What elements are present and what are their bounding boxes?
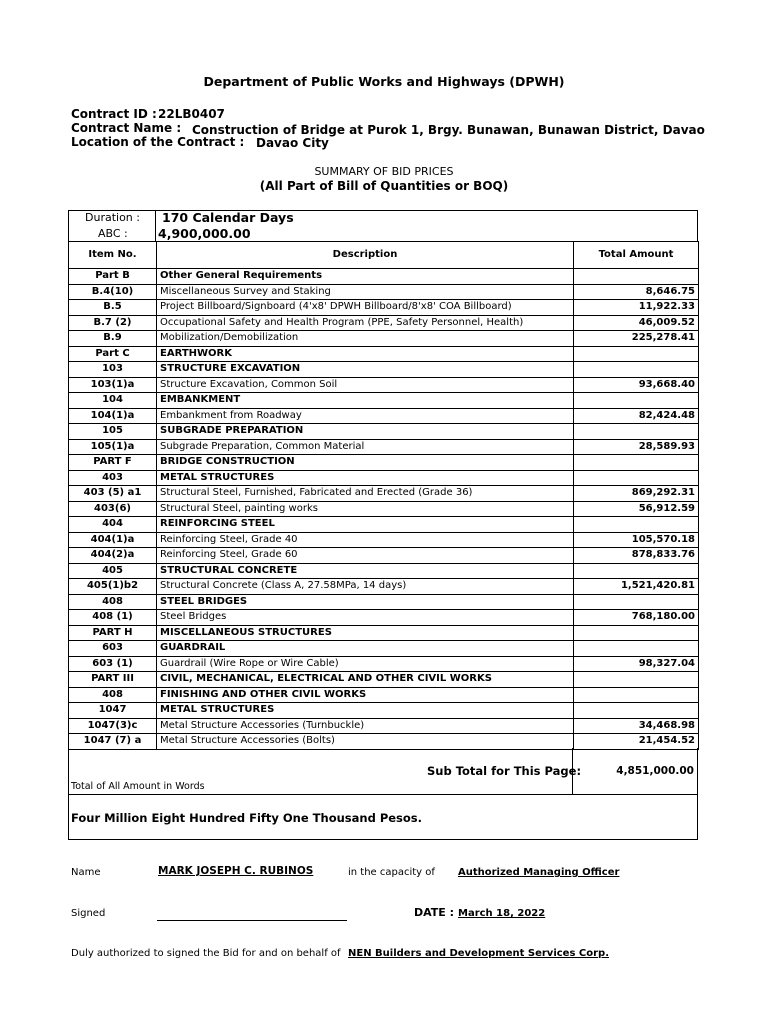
item-number: 405(1)b2 — [69, 579, 157, 595]
item-amount — [574, 269, 699, 285]
subtotal-divider — [68, 794, 573, 795]
item-number: B.7 (2) — [69, 315, 157, 331]
item-amount: 225,278.41 — [574, 331, 699, 347]
words-label: Total of All Amount in Words — [71, 781, 205, 792]
item-amount — [574, 362, 699, 378]
table-row — [69, 315, 699, 331]
item-number: 105 — [69, 424, 157, 440]
item-amount — [574, 470, 699, 486]
amount-in-words: Four Million Eight Hundred Fifty One Thousand Pesos. — [71, 811, 423, 825]
duration-label: Duration : — [85, 211, 140, 224]
item-number: 1047 (7) a — [69, 734, 157, 750]
table-row — [69, 424, 699, 440]
signature-line — [157, 920, 347, 921]
item-description: Miscellaneous Survey and Staking — [157, 284, 574, 300]
item-description: GUARDRAIL — [157, 641, 574, 657]
table-row — [69, 331, 699, 347]
table-row — [69, 470, 699, 486]
signer-name: MARK JOSEPH C. RUBINOS — [158, 865, 314, 877]
table-row — [69, 362, 699, 378]
item-amount: 34,468.98 — [574, 718, 699, 734]
item-description: Project Billboard/Signboard (4'x8' DPWH Billboard/8'x8' COA Billboard) — [157, 300, 574, 316]
table-row — [69, 393, 699, 409]
item-description: Structural Steel, Furnished, Fabricated and Erected (Grade 36) — [157, 486, 574, 502]
item-description: REINFORCING STEEL — [157, 517, 574, 533]
table-row — [69, 346, 699, 362]
item-number: PART F — [69, 455, 157, 471]
item-description: Embankment from Roadway — [157, 408, 574, 424]
date-label: DATE : — [414, 906, 455, 919]
item-number: 603 (1) — [69, 656, 157, 672]
table-row — [69, 269, 699, 285]
item-number: 1047(3)c — [69, 718, 157, 734]
location: Davao City — [256, 136, 329, 150]
table-row — [69, 687, 699, 703]
item-amount — [574, 563, 699, 579]
item-description: EARTHWORK — [157, 346, 574, 362]
table-row — [69, 455, 699, 471]
item-amount — [574, 424, 699, 440]
contract-id-label: Contract ID : — [71, 107, 157, 121]
col-item-header: Item No. — [69, 242, 157, 269]
item-amount: 28,589.93 — [574, 439, 699, 455]
table-row — [69, 517, 699, 533]
table-row — [69, 734, 699, 750]
signer-capacity: Authorized Managing Officer — [458, 867, 620, 878]
table-row — [69, 300, 699, 316]
capacity-label: in the capacity of — [348, 867, 435, 878]
item-number: 408 — [69, 594, 157, 610]
item-description: METAL STRUCTURES — [157, 470, 574, 486]
item-amount: 8,646.75 — [574, 284, 699, 300]
item-description: Mobilization/Demobilization — [157, 331, 574, 347]
item-number: 408 (1) — [69, 610, 157, 626]
item-amount — [574, 517, 699, 533]
item-number: B.9 — [69, 331, 157, 347]
table-row — [69, 408, 699, 424]
item-description: Metal Structure Accessories (Bolts) — [157, 734, 574, 750]
item-number: 603 — [69, 641, 157, 657]
item-number: 104 — [69, 393, 157, 409]
table-row — [69, 532, 699, 548]
item-number: B.5 — [69, 300, 157, 316]
item-number: B.4(10) — [69, 284, 157, 300]
table-row — [69, 610, 699, 626]
item-number: 105(1)a — [69, 439, 157, 455]
table-row — [69, 672, 699, 688]
item-description: Reinforcing Steel, Grade 60 — [157, 548, 574, 564]
item-amount: 878,833.76 — [574, 548, 699, 564]
item-number: 408 — [69, 687, 157, 703]
item-description: STRUCTURAL CONCRETE — [157, 563, 574, 579]
item-amount: 46,009.52 — [574, 315, 699, 331]
item-amount — [574, 346, 699, 362]
table-header-row — [69, 242, 699, 269]
behalf-label: Duly authorized to signed the Bid for and on behalf of — [71, 948, 341, 959]
item-number: 103(1)a — [69, 377, 157, 393]
col-desc-header: Description — [157, 242, 574, 269]
contract-name: Construction of Bridge at Purok 1, Brgy. Bunawan, Bunawan District, Davao — [192, 123, 705, 137]
summary-title: SUMMARY OF BID PRICES — [314, 165, 454, 178]
table-row — [69, 579, 699, 595]
item-amount: 56,912.59 — [574, 501, 699, 517]
item-description: Structural Steel, painting works — [157, 501, 574, 517]
item-amount — [574, 641, 699, 657]
company-name: NEN Builders and Development Services Corp. — [348, 948, 609, 959]
abc-label: ABC : — [98, 227, 128, 240]
table-row — [69, 439, 699, 455]
item-description: Structure Excavation, Common Soil — [157, 377, 574, 393]
item-amount — [574, 687, 699, 703]
item-amount — [574, 455, 699, 471]
table-row — [69, 377, 699, 393]
item-number: Part B — [69, 269, 157, 285]
item-description: STEEL BRIDGES — [157, 594, 574, 610]
item-number: 404(1)a — [69, 532, 157, 548]
item-number: 403(6) — [69, 501, 157, 517]
item-number: 404 — [69, 517, 157, 533]
signed-date: March 18, 2022 — [458, 908, 546, 919]
name-label: Name — [71, 867, 101, 878]
item-amount — [574, 703, 699, 719]
item-description: METAL STRUCTURES — [157, 703, 574, 719]
item-description: Guardrail (Wire Rope or Wire Cable) — [157, 656, 574, 672]
duration-value: 170 Calendar Days — [162, 210, 294, 225]
item-number: 103 — [69, 362, 157, 378]
item-description: Reinforcing Steel, Grade 40 — [157, 532, 574, 548]
location-label: Location of the Contract : — [71, 135, 245, 149]
item-amount: 11,922.33 — [574, 300, 699, 316]
subtotal-label: Sub Total for This Page: — [427, 764, 582, 778]
col-amount-header: Total Amount — [574, 242, 699, 269]
item-description: Occupational Safety and Health Program (PPE, Safety Personnel, Health) — [157, 315, 574, 331]
item-description: Steel Bridges — [157, 610, 574, 626]
table-row — [69, 656, 699, 672]
table-row — [69, 563, 699, 579]
item-description: SUBGRADE PREPARATION — [157, 424, 574, 440]
item-number: PART III — [69, 672, 157, 688]
item-description: BRIDGE CONSTRUCTION — [157, 455, 574, 471]
table-row — [69, 594, 699, 610]
item-amount — [574, 625, 699, 641]
item-amount: 869,292.31 — [574, 486, 699, 502]
item-number: 405 — [69, 563, 157, 579]
table-row — [69, 703, 699, 719]
table-row — [69, 718, 699, 734]
table-row — [69, 625, 699, 641]
table-row — [69, 501, 699, 517]
item-description: STRUCTURE EXCAVATION — [157, 362, 574, 378]
item-number: Part C — [69, 346, 157, 362]
table-row — [69, 641, 699, 657]
item-description: FINISHING AND OTHER CIVIL WORKS — [157, 687, 574, 703]
item-amount: 82,424.48 — [574, 408, 699, 424]
table-row — [69, 284, 699, 300]
item-description: Subgrade Preparation, Common Material — [157, 439, 574, 455]
item-number: 403 — [69, 470, 157, 486]
item-amount — [574, 672, 699, 688]
item-number: 404(2)a — [69, 548, 157, 564]
item-number: 104(1)a — [69, 408, 157, 424]
item-amount: 98,327.04 — [574, 656, 699, 672]
item-amount: 768,180.00 — [574, 610, 699, 626]
item-description: MISCELLANEOUS STRUCTURES — [157, 625, 574, 641]
item-description: Other General Requirements — [157, 269, 574, 285]
item-description: EMBANKMENT — [157, 393, 574, 409]
summary-subtitle: (All Part of Bill of Quantities or BOQ) — [259, 179, 509, 193]
document-title: Department of Public Works and Highways (DPWH) — [203, 74, 565, 89]
item-amount — [574, 594, 699, 610]
item-amount: 1,521,420.81 — [574, 579, 699, 595]
subtotal-value: 4,851,000.00 — [616, 765, 694, 777]
item-number: 1047 — [69, 703, 157, 719]
item-number: 403 (5) a1 — [69, 486, 157, 502]
item-description: Structural Concrete (Class A, 27.58MPa, 14 days) — [157, 579, 574, 595]
item-amount: 21,454.52 — [574, 734, 699, 750]
item-amount — [574, 393, 699, 409]
table-row — [69, 486, 699, 502]
item-description: Metal Structure Accessories (Turnbuckle) — [157, 718, 574, 734]
item-amount: 105,570.18 — [574, 532, 699, 548]
contract-name-label: Contract Name : — [71, 121, 182, 135]
item-number: PART H — [69, 625, 157, 641]
boq-table — [68, 241, 699, 750]
item-description: CIVIL, MECHANICAL, ELECTRICAL AND OTHER CIVIL WORKS — [157, 672, 574, 688]
item-amount: 93,668.40 — [574, 377, 699, 393]
abc-value: 4,900,000.00 — [158, 226, 251, 241]
table-row — [69, 548, 699, 564]
contract-id: 22LB0407 — [158, 107, 225, 121]
signed-label: Signed — [71, 908, 106, 919]
